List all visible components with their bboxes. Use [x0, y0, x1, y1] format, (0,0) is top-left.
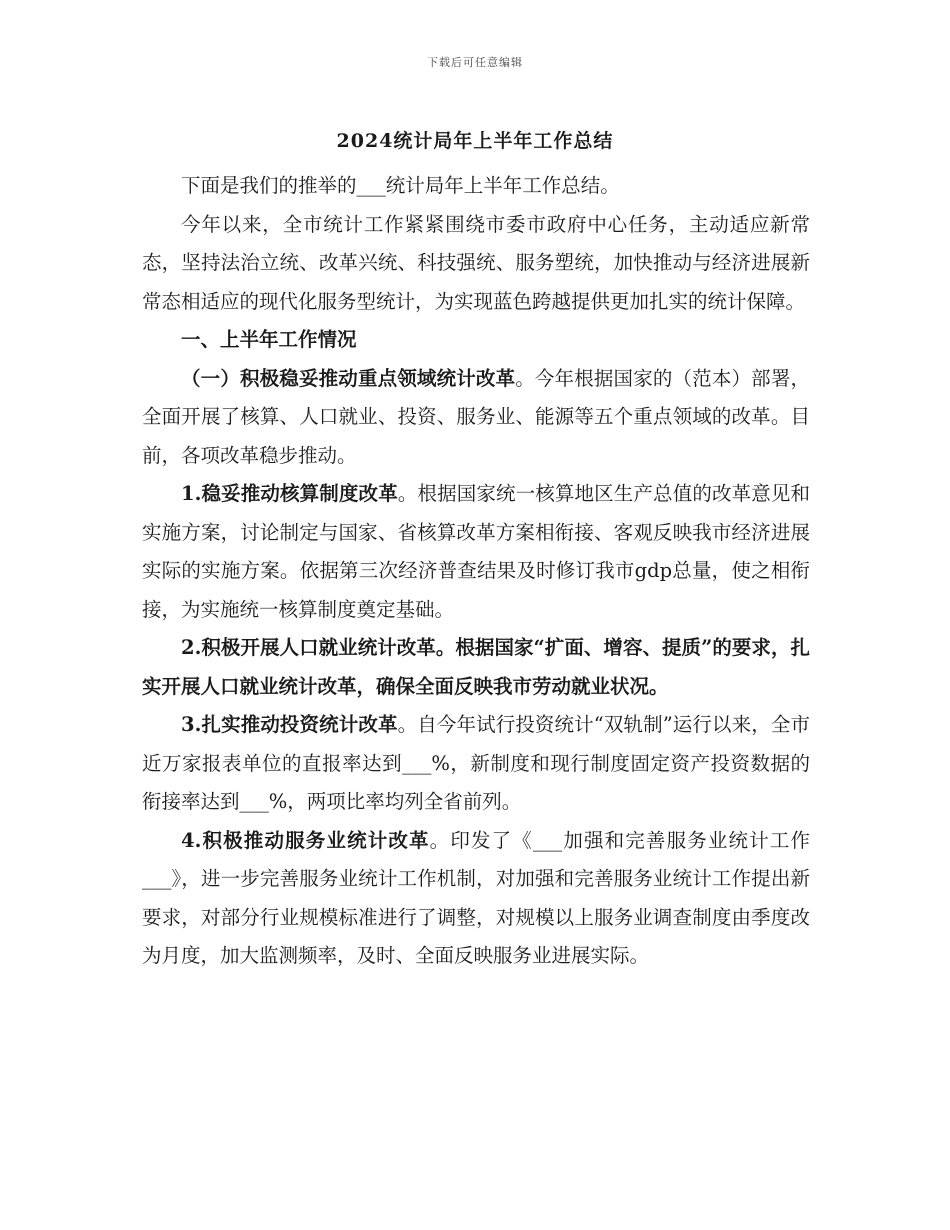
paragraph-bold-lead: 3.扎实推动投资统计改革 — [181, 713, 398, 736]
section-heading-text: 一、上半年工作情况 — [181, 328, 357, 351]
paragraph-text: 今年以来，全市统计工作紧紧围绕市委市政府中心任务，主动适应新常态，坚持法治立统、改革兴统、科技强统、服务塑统，加快推动与经济进展新常态相适应的现代化服务型统计，为实现蓝色跨越提供更加扎实的统计保障。 — [142, 212, 810, 313]
paragraph-text: 。今年根据国家的（范本）部署，全面开展了核算、人口就业、投资、服务业、能源等五个重点领域的改革。目前，各项改革稳步推动。 — [142, 366, 810, 467]
document-body — [142, 167, 810, 976]
paragraph-item-3 — [142, 706, 810, 822]
paragraph-bold-lead: 4.积极推动服务业统计改革 — [181, 828, 430, 852]
paragraph-text: 。根据国家统一核算地区生产总值的改革意见和实施方案，讨论制定与国家、省核算改革方案相衔接、客观反映我市经济进展实际的实施方案。依据第三次经济普查结果及时修订我市gdp总量，使之相衔接，为实施统一核算制度奠定基础。 — [142, 482, 810, 621]
paragraph-bold-lead: （一）积极稳妥推动重点领域统计改革 — [181, 366, 516, 390]
paragraph-item-4 — [142, 822, 810, 976]
paragraph-overview — [142, 206, 810, 322]
paragraph-intro — [142, 167, 810, 206]
header-note: 下载后可任意编辑 — [427, 56, 523, 69]
paragraph-reform-overview — [142, 360, 810, 476]
paragraph-item-2 — [142, 629, 810, 706]
paragraph-item-1 — [142, 475, 810, 629]
paragraph-text: 。印发了《___加强和完善服务业统计工作___》，进一步完善服务业统计工作机制，对加强和完善服务业统计工作提出新要求，对部分行业规模标准进行了调整，对规模以上服务业调查制度由季度改为月度，加大监测频率，及时、全面反映服务业进展实际。 — [142, 828, 810, 967]
paragraph-bold-lead: 1.稳妥推动核算制度改革 — [181, 482, 398, 505]
paragraph-text: 。自今年试行投资统计“双轨制”运行以来，全市近万家报表单位的直报率达到___%，新制度和现行制度固定资产投资数据的衔接率达到___%，两项比率均列全省前列。 — [142, 713, 810, 813]
document-title: 2024统计局年上半年工作总结 — [336, 130, 614, 152]
paragraph-bold-lead: 2.积极开展人口就业统计改革。根据国家“扩面、增容、提质”的要求，扎实开展人口就业统计改革，确保全面反映我市劳动就业状况。 — [142, 636, 810, 698]
paragraph-text: 下面是我们的推举的___统计局年上半年工作总结。 — [181, 174, 620, 197]
section-heading — [142, 321, 810, 360]
